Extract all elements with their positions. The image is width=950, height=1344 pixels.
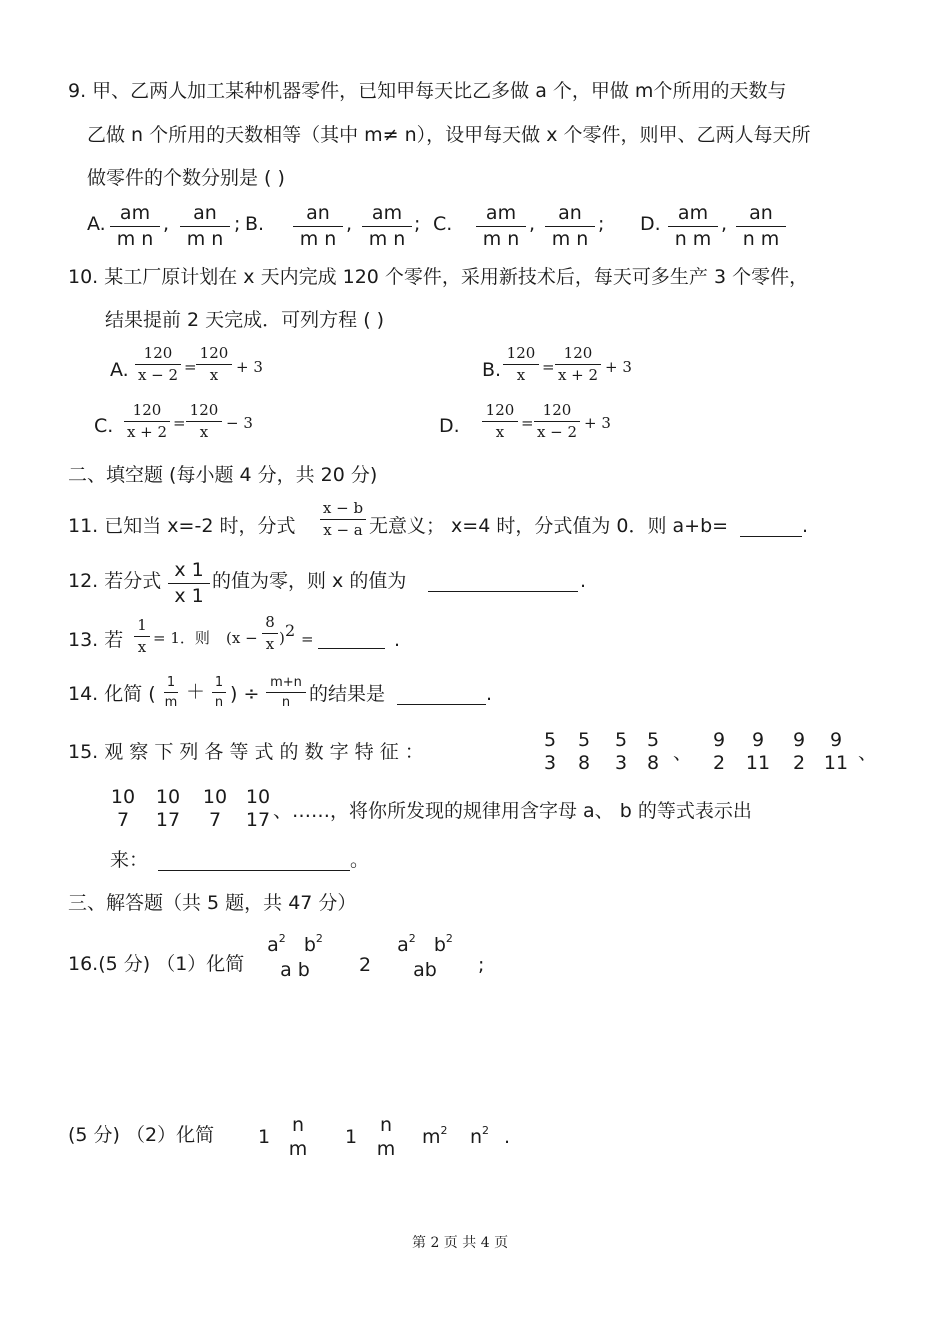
equals-sign: = [173, 414, 186, 432]
q10-line2: 结果提前 2 天完成．可列方程 ( ) [105, 309, 385, 331]
q16-1-two: 2 [359, 954, 372, 976]
q13-mid: = 1．则 [153, 629, 210, 647]
q15-end: 。 [350, 849, 370, 871]
q9-b-frac1: an m n [293, 204, 343, 249]
equals-sign: = [521, 414, 534, 432]
q15-separator: 、 [673, 742, 693, 764]
q16-1-fraction-1: $a^2$ $b^2$ a b [267, 932, 323, 981]
plus-three: + 3 [236, 358, 263, 376]
semicolon: ; [598, 213, 605, 235]
q16-2-one: 1 [345, 1126, 358, 1148]
comma: , [163, 213, 170, 235]
q10-option-b-label: B. [482, 359, 502, 381]
q16-2-end: . [504, 1126, 511, 1148]
q13-fraction-8-over-x: 8 x [262, 615, 278, 652]
q9-b-frac2: am m n [362, 204, 412, 249]
q9-line1: 9. 甲、乙两人加工某种机器零件，已知甲每天比乙多做 a 个，甲做 m个所用的天数与 [68, 80, 787, 102]
q16-2-fraction-1: n m [288, 1114, 308, 1160]
q10-option-a-label: A. [110, 359, 129, 381]
q12-suffix: 的值为零，则 x 的值为 [212, 570, 407, 592]
q9-option-a-label: A. [87, 213, 106, 235]
q14-fraction-1-over-m: 1 m [164, 675, 178, 710]
q16-2-n-squared: $n^2$ [470, 1124, 490, 1148]
q11-prefix: 11. 已知当 x=-2 时，分式 [68, 515, 296, 537]
q15-fraction: 10 17 [155, 786, 181, 831]
q15-fraction: 5 3 [614, 729, 628, 774]
plus-three: + 3 [605, 358, 632, 376]
q13-answer-blank[interactable] [318, 632, 385, 649]
q11-end: . [802, 515, 809, 537]
q11-fraction: x − b x − a [320, 501, 366, 538]
q15-line3: 来： [110, 849, 149, 871]
q10-d-rhs: 120 x − 2 [534, 403, 580, 440]
q11-answer-blank[interactable] [740, 517, 802, 537]
q14-plus: ＋ [186, 681, 206, 703]
section-2-heading: 二、填空题 (每小题 4 分，共 20 分) [68, 464, 378, 486]
q9-line2: 乙做 n 个所用的天数相等（其中 m≠ n），设甲每天做 x 个零件，则甲、乙两人每天所 [87, 124, 811, 146]
q12-answer-blank[interactable] [428, 572, 578, 592]
q9-c-frac2: an m n [545, 204, 595, 249]
q14-end: . [486, 683, 493, 705]
semicolon: ; [234, 213, 241, 235]
q13-equals: = [301, 630, 314, 648]
q15-fraction: 5 8 [646, 729, 660, 774]
q9-d-frac2: an n m [736, 204, 786, 249]
q15-fraction: 9 11 [745, 729, 771, 774]
q13-expr-close: ) [279, 629, 285, 647]
q16-1-prefix: 16.(5 分) （1）化简 [68, 953, 245, 975]
q15-fraction: 10 17 [245, 786, 271, 831]
minus-three: − 3 [226, 414, 253, 432]
q15-answer-blank[interactable] [158, 851, 350, 871]
q15-fraction: 10 7 [202, 786, 228, 831]
q14-fraction-1-over-n: 1 n [212, 676, 226, 709]
q9-a-frac1: am m n [110, 204, 160, 249]
q10-a-lhs: 120 x − 2 [135, 346, 181, 383]
q14-suffix: 的结果是 [309, 683, 386, 705]
q12-fraction: x 1 x 1 [168, 561, 210, 606]
q13-end: . [394, 629, 401, 651]
q9-a-frac2: an m n [180, 204, 230, 249]
q15-fraction: 5 3 [543, 729, 557, 774]
q10-option-c-label: C. [94, 415, 114, 437]
section-3-heading: 三、解答题（共 5 题，共 47 分） [68, 892, 357, 914]
q15-fraction: 5 8 [577, 729, 591, 774]
q15-fraction: 9 2 [792, 729, 806, 774]
q13-expr-open: (x − [226, 629, 258, 647]
comma: , [721, 213, 728, 235]
q9-option-d-label: D. [640, 213, 661, 235]
q16-2-fraction-2: n m [376, 1114, 396, 1160]
q14-answer-blank[interactable] [397, 685, 486, 705]
q14-fraction-mn-over-n: m+n n [266, 676, 306, 709]
q16-2-m-squared: $m^2$ [422, 1124, 448, 1148]
q16-2-one: 1 [258, 1126, 271, 1148]
comma: , [346, 213, 353, 235]
equals-sign: = [184, 358, 197, 376]
q13-square: 2 [285, 621, 296, 640]
q15-prefix: 15. 观 察 下 列 各 等 式 的 数 字 特 征 ： [68, 741, 424, 763]
q13-prefix: 13. 若 [68, 629, 124, 651]
q10-b-rhs: 120 x + 2 [555, 346, 601, 383]
q10-b-lhs: 120 x [503, 346, 539, 383]
q12-prefix: 12. 若分式 [68, 570, 162, 592]
q10-line1: 10. 某工厂原计划在 x 天内完成 120 个零件，采用新技术后，每天可多生产 3 个零件， [68, 266, 809, 288]
plus-three: + 3 [584, 414, 611, 432]
semicolon: ; [414, 213, 421, 235]
page-footer: 第 2 页 共 4 页 [412, 1235, 509, 1251]
q14-close-divide: ) ÷ [230, 683, 260, 705]
q15-separator: 、 [858, 742, 878, 764]
q10-d-lhs: 120 x [482, 403, 518, 440]
q15-fraction: 9 11 [823, 729, 849, 774]
q15-fraction: 9 2 [712, 729, 726, 774]
q9-option-c-label: C. [433, 213, 453, 235]
q9-line3: 做零件的个数分别是 ( ) [87, 167, 285, 189]
q16-2-prefix: (5 分) （2）化简 [68, 1124, 215, 1146]
q16-1-semicolon: ; [478, 954, 485, 976]
q10-c-rhs: 120 x [186, 403, 222, 440]
q15-fraction: 10 7 [110, 786, 136, 831]
q15-line2: 、……，将你所发现的规律用含字母 a、 b 的等式表示出 [273, 800, 752, 822]
q13-fraction-1-over-x: 1 x [134, 618, 150, 655]
q12-end: . [580, 570, 587, 592]
q9-c-frac1: am m n [476, 204, 526, 249]
q10-c-lhs: 120 x + 2 [124, 403, 170, 440]
q11-suffix: 无意义； x=4 时，分式值为 0．则 a+b= [369, 515, 729, 537]
equals-sign: = [542, 358, 555, 376]
q9-option-b-label: B. [245, 213, 265, 235]
q10-a-rhs: 120 x [196, 346, 232, 383]
q9-d-frac1: am n m [668, 204, 718, 249]
q16-1-fraction-2: $a^2$ $b^2$ ab [397, 932, 453, 981]
q14-prefix: 14. 化简 ( [68, 683, 156, 705]
q10-option-d-label: D. [439, 415, 460, 437]
comma: , [529, 213, 536, 235]
